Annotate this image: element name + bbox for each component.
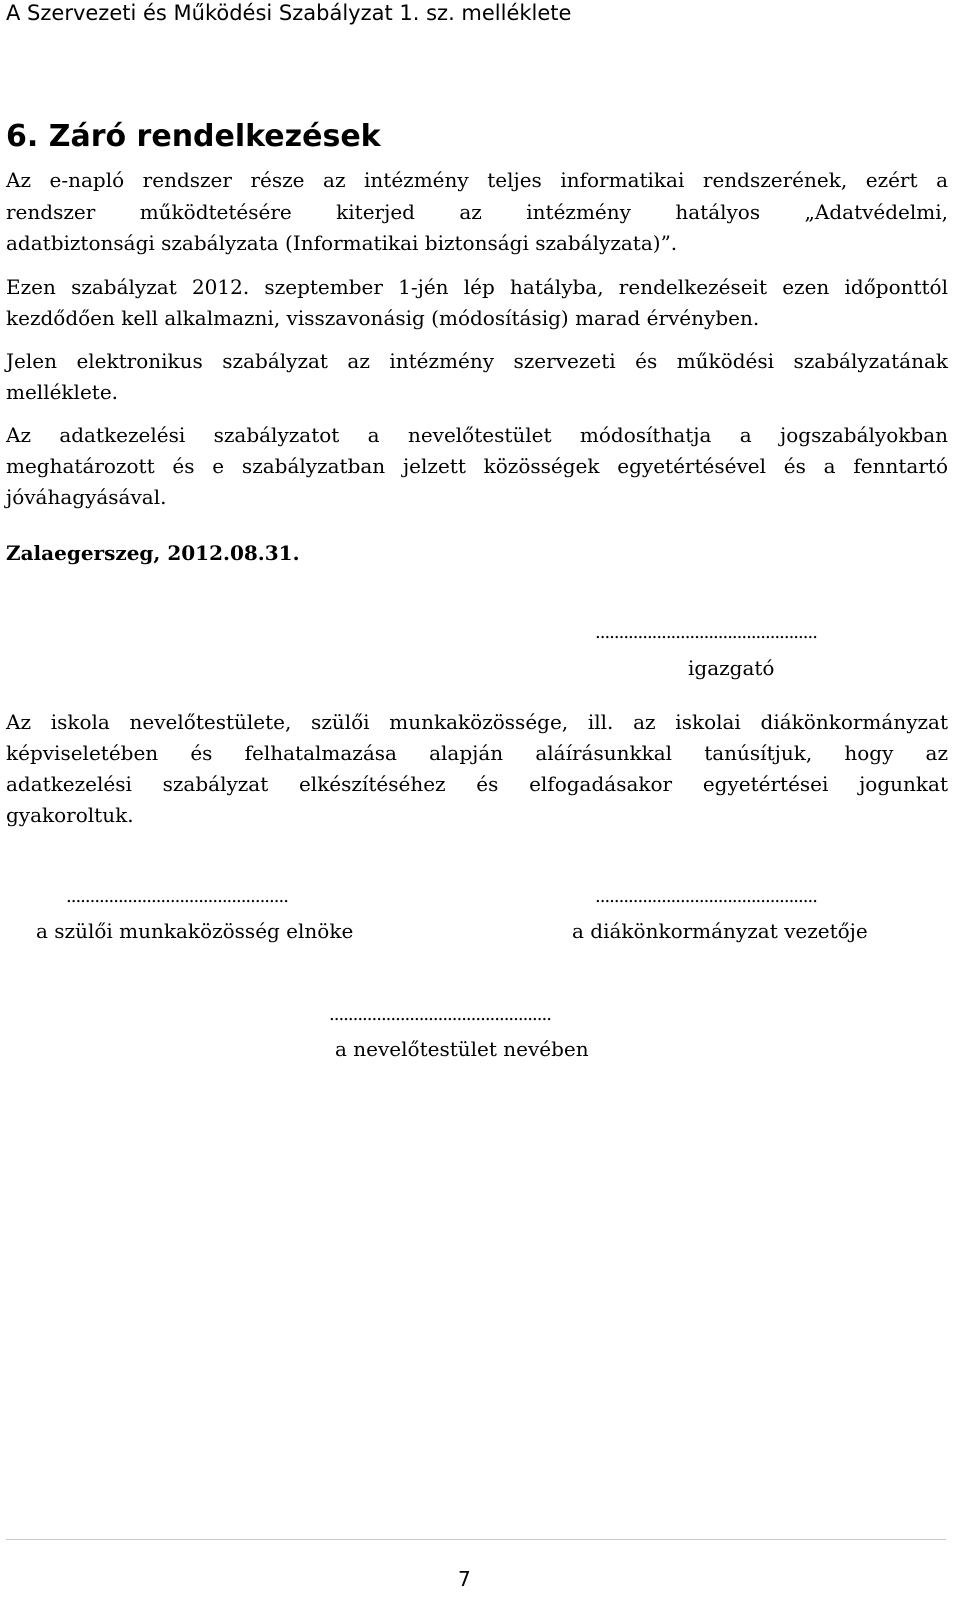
- paragraph-1-line-2: rendszer működtetésére kiterjed az intézmény hatályos „Adatvédelmi,: [6, 200, 948, 224]
- endorsement-line-4: gyakoroltuk.: [6, 803, 134, 827]
- student-gov-signature-label: a diákönkormányzat vezetője: [572, 919, 868, 943]
- staff-signature-line: ...............................................: [329, 1004, 551, 1025]
- page-number: 7: [458, 1567, 471, 1591]
- paragraph-1-line-1: Az e-napló rendszer része az intézmény teljes informatikai rendszerének, ezért a: [6, 168, 948, 192]
- paragraph-2-line-2: kezdődően kell alkalmazni, visszavonásig (módosításig) marad érvényben.: [6, 306, 760, 330]
- paragraph-4-line-1: Az adatkezelési szabályzatot a nevelőtestület módosíthatja a jogszabályokban: [6, 423, 948, 447]
- principal-signature-line: ...............................................: [595, 622, 817, 643]
- section-heading: 6. Záró rendelkezések: [6, 119, 381, 154]
- place-date: Zalaegerszeg, 2012.08.31.: [6, 541, 300, 565]
- student-gov-signature-line: ...............................................: [595, 886, 817, 907]
- principal-signature-label: igazgató: [688, 656, 775, 680]
- endorsement-line-1: Az iskola nevelőtestülete, szülői munkaközössége, ill. az iskolai diákönkormányzat: [6, 710, 948, 734]
- staff-signature-label: a nevelőtestület nevében: [335, 1037, 589, 1061]
- paragraph-1-line-3: adatbiztonsági szabályzata (Informatikai biztonsági szabályzata)”.: [6, 231, 678, 255]
- endorsement-line-2: képviseletében és felhatalmazása alapján aláírásunkkal tanúsítjuk, hogy az: [6, 741, 948, 765]
- paragraph-3-line-2: melléklete.: [6, 380, 119, 404]
- endorsement-line-3: adatkezelési szabályzat elkészítéséhez és elfogadásakor egyetértései jogunkat: [6, 772, 948, 796]
- paragraph-4-line-2: meghatározott és e szabályzatban jelzett közösségek egyetértésével és a fenntartó: [6, 454, 948, 478]
- parents-signature-label: a szülői munkaközösség elnöke: [36, 919, 354, 943]
- parents-signature-line: ...............................................: [66, 886, 288, 907]
- document-header-title: A Szervezeti és Működési Szabályzat 1. sz. melléklete: [6, 1, 572, 25]
- footer-divider: [6, 1539, 946, 1540]
- paragraph-4-line-3: jóváhagyásával.: [6, 485, 167, 509]
- paragraph-3-line-1: Jelen elektronikus szabályzat az intézmény szervezeti és működési szabályzatának: [6, 349, 948, 373]
- paragraph-2-line-1: Ezen szabályzat 2012. szeptember 1-jén lép hatályba, rendelkezéseit ezen időponttól: [6, 275, 948, 299]
